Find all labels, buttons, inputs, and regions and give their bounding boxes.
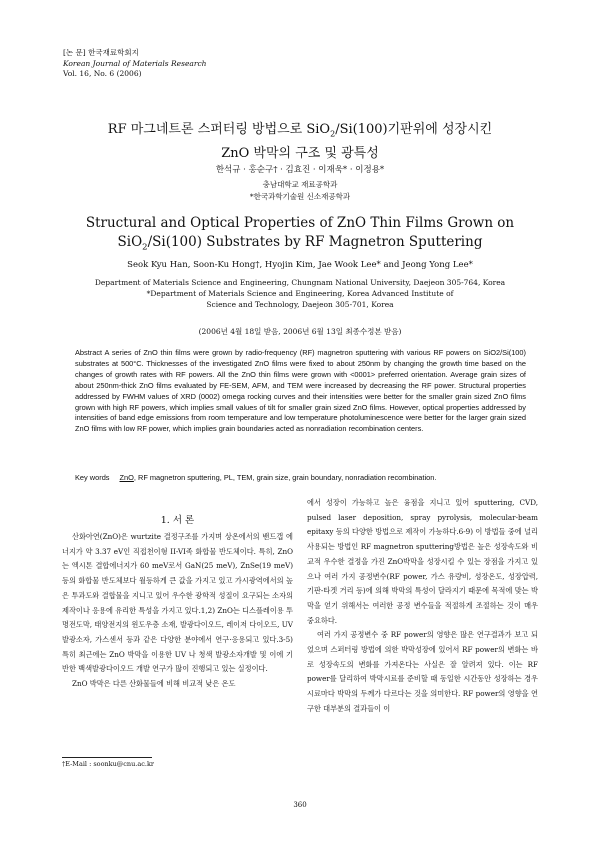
right-paragraph-1: 에서 성장이 가능하고 높은 융점을 지니고 있어 sputtering, CVD, pulsed laser deposition, spray pyrolysis, molecular-beam epitaxy 등의 다양한 방법으로 제작이 가능하다.6-9) 이 방법들 중에 널리 사용되는 방법인 RF magnetron sputtering방법은 높은 성장속도와 비교적 우수한 결정을 가진 ZnO박막을 성장시킬 수 있는 장점을 가지고 있으나 여러 가지 공정변수(RF power, 가스 유량비, 성장온도, 성장압력, 기판-타겟 거리 등)에 의해 박막의 특성이 달라지기 때문에 목적에 맞는 박막을 얻기 위해서는 여러한 공정 변수들을 적절하게 조절하는 것이 매우 중요하다. — [307, 498, 538, 625]
footnote-email: †E-Mail : soonku@cnu.ac.kr — [62, 760, 155, 768]
korean-title-part2: /Si(100)기판위에 성장시킨 — [335, 122, 493, 137]
english-affiliation-1: Department of Materials Science and Engineering, Chungnam National University, Daejeon 305-764, Korea — [94, 278, 506, 287]
english-title-subscript: 2 — [142, 242, 148, 253]
keyword-zno: ZnO — [119, 473, 134, 482]
journal-volume: Vol. 16, No. 6 (2006) — [63, 69, 142, 78]
footnote-rule — [62, 757, 152, 758]
english-affiliation-2: *Department of Materials Science and Engineering, Korea Advanced Institute of — [146, 289, 454, 298]
korean-affiliations — [0, 179, 600, 203]
english-title-part-b: /Si(100) Substrates by RF Magnetron Sputtering — [147, 234, 483, 250]
korean-title-part1: RF 마그네트론 스퍼터링 방법으로 SiO — [107, 122, 331, 137]
keywords — [75, 473, 535, 482]
left-paragraph-2: ZnO 박막은 다른 산화물들에 비해 비교적 낮은 온도 — [72, 679, 236, 689]
abstract-text: A series of ZnO thin films were grown by radio-frequency (RF) magnetron sputtering with various RF powers on SiO2/Si(100) substrates at 500°C. Thicknesses of the investigated ZnO films were fixed to about 250nm by changing the growth time based on the changes of growth rates with RF powers. All the ZnO thin films were grown with <0001> preferred orientation. Average grain sizes of about 250nm-thick ZnO films evaluated by FE-SEM, AFM, and TEM were increased by decreasing the RF power. Structural properties addressed by FWHM values of XRD (0002) omega rocking curves and their intensities were better for the smaller grain sized ZnO films grown with high RF powers, which implies small values of tilt for smaller grain sized ZnO films. However, optical properties addressed by intensities of band edge emissions from room temperature and low temperature photoluminescence were better for the larger grain sized ZnO films with low RF power, which implies grain boundaries acted as nonradiation recombination centers. — [75, 348, 526, 434]
english-authors: Seok Kyu Han, Soon-Ku Hong†, Hyojin Kim, Jae Wook Lee* and Jeong Yong Lee* — [127, 260, 473, 270]
english-title-line1: Structural and Optical Properties of ZnO Thin Films Grown on — [85, 215, 515, 231]
english-title-part-a: SiO — [117, 234, 143, 250]
section-heading-introduction: 1. 서 론 — [160, 515, 195, 526]
right-column — [307, 496, 538, 717]
korean-title-line2: ZnO 박막의 구조 및 광특성 — [221, 145, 379, 161]
korean-affiliation-1: 충남대학교 재료공학과 — [262, 180, 338, 189]
received-dates: (2006년 4월 18일 받음, 2006년 6월 13일 최종수정본 받음) — [198, 327, 402, 336]
korean-title — [40, 120, 560, 163]
korean-title-subscript: 2 — [330, 129, 336, 139]
korean-affiliation-2: *한국과학기술원 신소재공학과 — [249, 192, 351, 201]
abstract-label: Abstract — [75, 348, 103, 357]
right-paragraph-2: 여러 가지 공정변수 중 RF power의 영향은 많은 연구결과가 보고 되었으며 스퍼터링 방법에 의한 박막성장에 있어서 RF power의 변화는 바로 성장속도의 변화를 가져온다는 사실은 잘 알려져 있다. 이는 RF power를 달리하여 박막시료를 준비할 때 동일한 시간동안 성장하는 경우 시료마다 박막의 두께가 다르다는 것을 의미한다. RF power의 영향을 연구한 대부분의 결과들이 이 — [307, 630, 538, 713]
keywords-label: Key words — [75, 473, 110, 482]
keywords-list: , RF magnetron sputtering, PL, TEM, grain size, grain boundary, nonradiation recombination. — [133, 473, 437, 482]
journal-header — [63, 48, 206, 80]
left-column — [62, 530, 293, 692]
english-title — [40, 214, 560, 258]
journal-english-name: Korean Journal of Materials Research — [63, 58, 207, 68]
english-affiliation-3: Science and Technology, Daejeon 305-701, Korea — [206, 300, 394, 309]
left-paragraph-1: 산화아연(ZnO)은 wurtzite 결정구조를 가지며 상온에서의 밴드갭 에너지가 약 3.37 eV인 직접천이형 II-VI족 화합물 반도체이다. 특히, ZnO는 엑시톤 결합에너지가 60 meV로서 GaN(25 meV), ZnSe(19 meV) 등의 화합물 반도체보다 월등하게 큰 값을 가지고 있고 가시광역에서의 높은 투과도와 결합물을 지니고 있어 우수한 광학적 성질이 요구되는 소자의 제작이나 응용에 유리한 특성을 가지고 있다.1,2) ZnO는 디스플레이용 투명전도막, 태양전지의 윈도우층 소재, 발광다이오드, 레이저 다이오드, UV 발광소자, 가스센서 등과 같은 다양한 분야에서 연구·응용되고 있다.3-5) 특히 최근에는 ZnO 박막을 이용한 UV 나 청색 발광소자개발 및 이에 기반한 백색발광다이오드 개발 연구가 많이 진행되고 있는 실정이다. — [62, 532, 293, 674]
journal-korean-name: [논 문] 한국재료학회지 — [63, 48, 139, 57]
abstract — [75, 348, 526, 435]
page-number: 360 — [293, 801, 307, 809]
english-affiliations — [60, 277, 540, 310]
korean-authors: 한석규 · 홍순구† · 김효진 · 이재욱* · 이정용* — [215, 165, 385, 175]
